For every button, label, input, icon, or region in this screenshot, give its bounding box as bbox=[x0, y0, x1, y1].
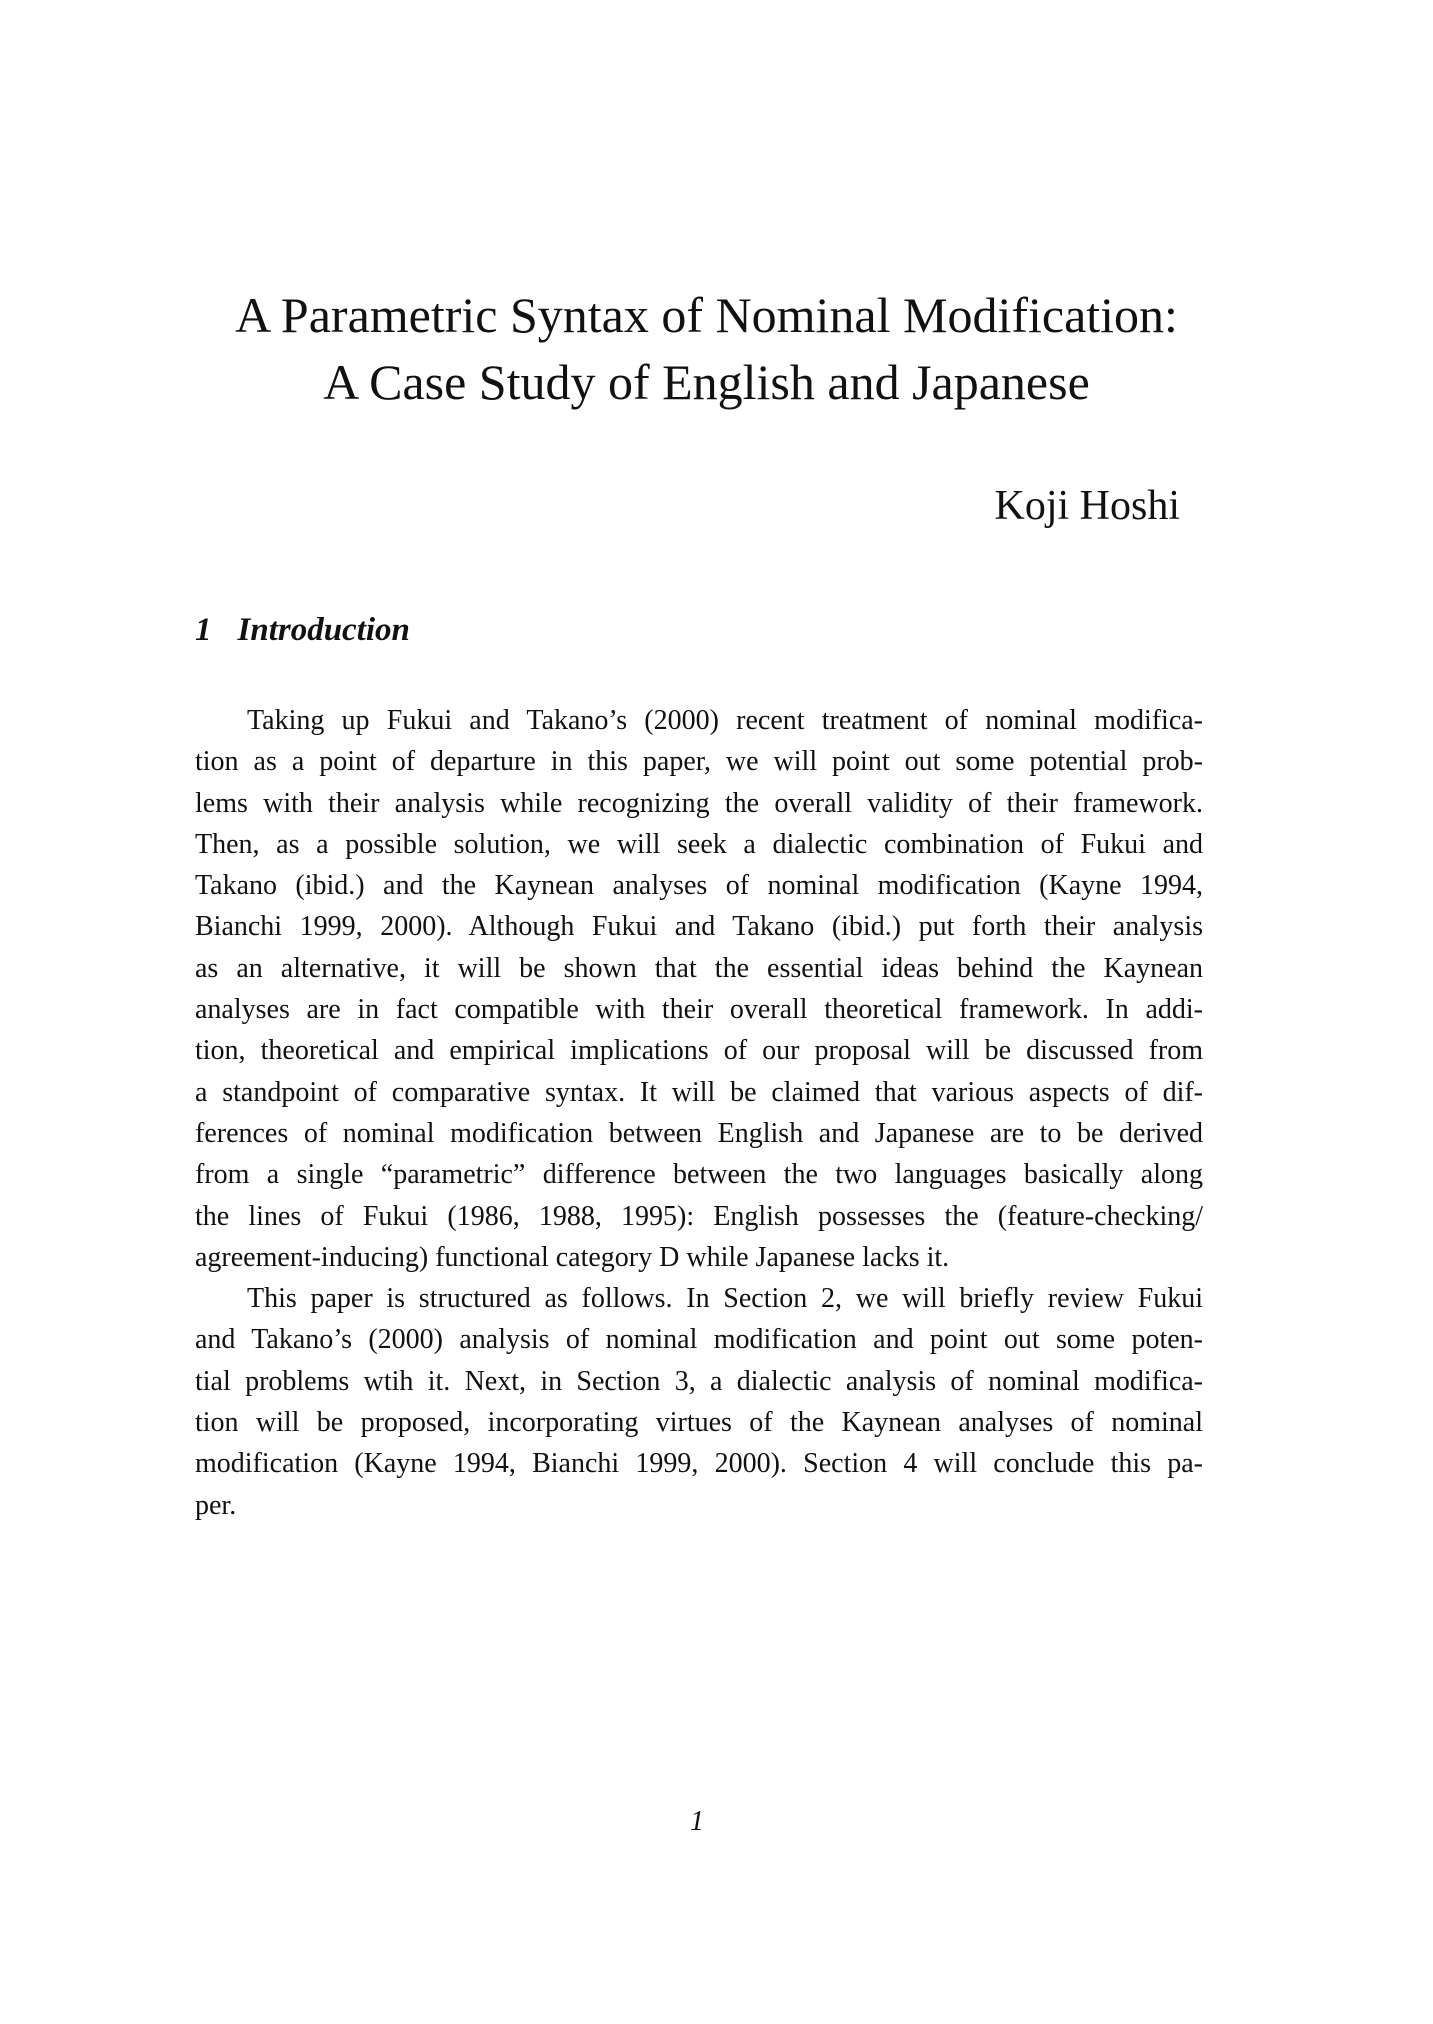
paper-title-line-2: A Case Study of English and Japanese bbox=[323, 354, 1090, 410]
body-text bbox=[195, 700, 1203, 1526]
paragraph-line: Then, as a possible solution, we will seek a dialectic combination of Fukui and bbox=[195, 828, 1203, 860]
paragraph-line: tial problems wtih it. Next, in Section 3, a dialectic analysis of nominal modifica- bbox=[195, 1365, 1203, 1397]
paragraph-line: the lines of Fukui (1986, 1988, 1995): English possesses the (feature-checking/ bbox=[195, 1200, 1203, 1232]
paragraph-line: lems with their analysis while recognizing the overall validity of their framework. bbox=[195, 787, 1203, 819]
paragraph-line: a standpoint of comparative syntax. It will be claimed that various aspects of dif- bbox=[195, 1076, 1203, 1108]
paragraph-line: Bianchi 1999, 2000). Although Fukui and Takano (ibid.) put forth their analysis bbox=[195, 911, 1203, 943]
paragraph-line: tion will be proposed, incorporating virtues of the Kaynean analyses of nominal bbox=[195, 1407, 1203, 1439]
paragraph-line: analyses are in fact compatible with their overall theoretical framework. In addi- bbox=[195, 994, 1203, 1026]
paragraph-line: from a single “parametric” difference between the two languages basically along bbox=[195, 1159, 1203, 1191]
section-title: Introduction bbox=[237, 612, 410, 648]
paragraph-line: per. bbox=[195, 1489, 237, 1521]
paragraph-line: agreement-inducing) functional category D while Japanese lacks it. bbox=[195, 1241, 950, 1273]
paragraph-line: This paper is structured as follows. In Section 2, we will briefly review Fukui bbox=[247, 1283, 1203, 1315]
paragraph-line: tion as a point of departure in this paper, we will point out some potential prob- bbox=[195, 746, 1203, 778]
author-name: Koji Hoshi bbox=[994, 483, 1180, 529]
paragraph-line: ferences of nominal modification between English and Japanese are to be derived bbox=[195, 1117, 1203, 1149]
paragraph-line: Takano (ibid.) and the Kaynean analyses of nominal modification (Kayne 1994, bbox=[195, 870, 1203, 902]
paragraph-line: Taking up Fukui and Takano’s (2000) recent treatment of nominal modifica- bbox=[247, 705, 1203, 736]
page-number: 1 bbox=[690, 1806, 704, 1837]
paragraph-line: as an alternative, it will be shown that the essential ideas behind the Kaynean bbox=[195, 952, 1203, 984]
paper-title-line-1: A Parametric Syntax of Nominal Modification: bbox=[235, 287, 1178, 343]
paragraph-line: and Takano’s (2000) analysis of nominal modification and point out some poten- bbox=[195, 1324, 1203, 1356]
section-heading bbox=[195, 612, 410, 649]
paragraph-line: tion, theoretical and empirical implications of our proposal will be discussed from bbox=[195, 1035, 1203, 1067]
paragraph-line: modification (Kayne 1994, Bianchi 1999, 2000). Section 4 will conclude this pa- bbox=[195, 1448, 1203, 1480]
section-number: 1 bbox=[195, 612, 212, 648]
